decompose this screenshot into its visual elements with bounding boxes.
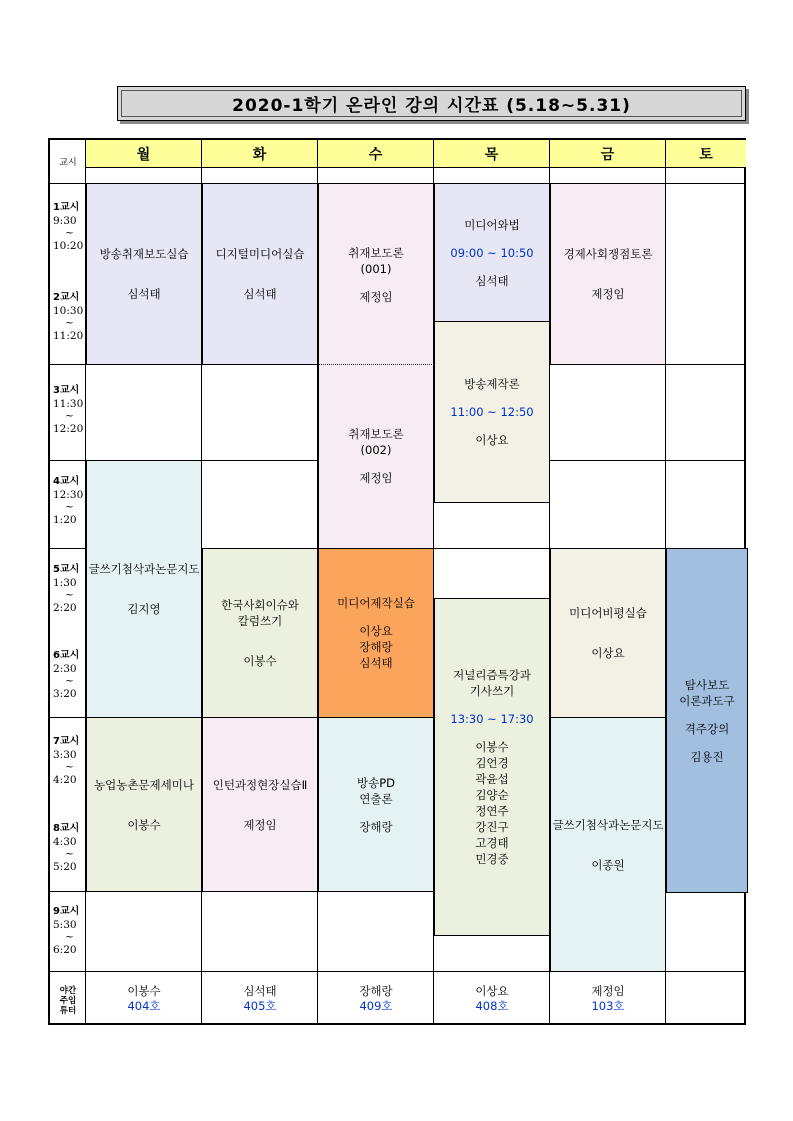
day-header-wed: 수: [318, 140, 433, 168]
period-end: 12:20: [53, 422, 84, 435]
course-name-2: 연출론: [359, 791, 393, 806]
tutor-name: 제정임: [591, 984, 625, 998]
tutor-room: 404호: [127, 999, 161, 1013]
course-block-tue-digital: [202, 183, 318, 365]
period-tilde: ~: [65, 675, 74, 687]
course-professor: 고경태: [475, 836, 509, 850]
period-name: 2교시: [53, 292, 80, 303]
course-professor: 제정임: [359, 471, 393, 485]
period-name: 8교시: [53, 823, 80, 834]
course-block-wed-media: [318, 548, 434, 718]
period-start: 12:30: [53, 488, 84, 501]
period-name: 4교시: [53, 476, 80, 487]
course-name: 미디어제작실습: [337, 596, 415, 610]
period-name: 1교시: [53, 202, 80, 213]
period-end: 5:20: [53, 860, 77, 873]
period-8: [50, 823, 86, 873]
course-block-tue-intern: [202, 717, 318, 892]
period-tilde: ~: [65, 410, 74, 422]
timetable-grid: [48, 138, 746, 1025]
period-start: 9:30: [53, 214, 77, 227]
course-professor: 제정임: [591, 287, 625, 301]
period-end: 3:20: [53, 687, 77, 700]
course-time: 13:30 ~ 17:30: [450, 712, 534, 726]
course-block-wed-report-001: [318, 183, 434, 365]
tutor-name: 이봉수: [127, 984, 161, 998]
period-tilde: ~: [65, 589, 74, 601]
period-end: 2:20: [53, 601, 77, 614]
course-name: 경제사회쟁점토론: [563, 247, 653, 261]
dotted-divider: [318, 364, 434, 365]
course-name-2: 칼럼쓰기: [237, 614, 283, 628]
period-end: 10:20: [53, 239, 84, 252]
course-professor: 심석태: [243, 287, 277, 301]
course-professor: 이상요: [359, 624, 393, 638]
period-tilde: ~: [65, 761, 74, 773]
course-professor: 김언경: [475, 756, 509, 770]
course-section: (001): [360, 261, 392, 276]
course-name: 글쓰기첨삭과논문지도: [88, 562, 200, 576]
course-professor: 장해랑: [359, 640, 393, 654]
course-professor: 김지영: [127, 602, 161, 616]
course-time: 11:00 ~ 12:50: [450, 405, 534, 419]
period-tilde: ~: [65, 317, 74, 329]
night-tutor-mon: [86, 984, 202, 1014]
course-professor: 이봉수: [127, 817, 161, 832]
period-start: 2:30: [53, 662, 77, 675]
tutor-name: 심석태: [243, 984, 277, 998]
tutor-name: 장해랑: [359, 984, 393, 998]
night-tutor-tue: [202, 984, 318, 1014]
course-name: 방송PD: [356, 775, 395, 790]
period-4: [50, 476, 86, 526]
course-professor: 심석태: [475, 273, 509, 288]
period-end: 4:20: [53, 773, 77, 786]
night-tutor-label: [50, 986, 86, 1016]
night-label-line: 튜터: [59, 1006, 77, 1016]
course-name-2: 이론과도구: [679, 693, 735, 708]
night-tutor-thu: [434, 984, 550, 1014]
period-start: 5:30: [53, 918, 77, 931]
period-end: 1:20: [53, 513, 77, 526]
tutor-room: 409호: [359, 999, 393, 1013]
course-block-thu-prod: [434, 321, 550, 503]
course-name: 방송취재보도실습: [99, 247, 189, 261]
day-header-tue: 화: [202, 140, 317, 168]
course-name: 한국사회이슈와: [221, 598, 299, 612]
course-professor: 이종원: [591, 857, 625, 872]
course-professor: 이상요: [591, 646, 625, 660]
period-name: 6교시: [53, 650, 80, 661]
night-label-line: 주임: [59, 996, 77, 1006]
title-box: [117, 86, 746, 121]
period-start: 4:30: [53, 835, 77, 848]
course-professor: 정연주: [475, 804, 509, 818]
grid-line: [86, 167, 744, 168]
course-professor: 김용진: [690, 749, 724, 764]
period-tilde: ~: [65, 848, 74, 860]
course-professor: 제정임: [243, 817, 277, 832]
period-name: 5교시: [53, 564, 80, 575]
period-2: [50, 292, 86, 342]
tutor-name: 이상요: [475, 984, 509, 998]
course-professor: 장해랑: [359, 819, 393, 834]
period-start: 3:30: [53, 748, 77, 761]
tutor-room: 408호: [475, 999, 509, 1013]
period-start: 10:30: [53, 304, 84, 317]
tutor-room: 103호: [591, 999, 625, 1013]
period-end: 6:20: [53, 943, 77, 956]
course-name: 탐사보도: [684, 677, 730, 692]
course-professor: 민경중: [475, 852, 509, 866]
course-block-thu-journalism: [434, 598, 550, 936]
course-block-fri-econ: [550, 183, 666, 365]
course-block-thu-law: [434, 183, 550, 322]
day-header-sat: 토: [666, 140, 746, 168]
course-professor: 이봉수: [475, 740, 509, 754]
tutor-room: 405호: [243, 999, 277, 1013]
course-block-tue-korea: [202, 548, 318, 718]
course-professor: 제정임: [359, 289, 393, 304]
period-9: [50, 906, 86, 956]
period-7: [50, 736, 86, 786]
night-tutor-wed: [318, 984, 434, 1014]
course-block-fri-writing: [550, 717, 666, 972]
course-name: 글쓰기첨삭과논문지도: [552, 817, 664, 832]
period-start: 11:30: [53, 397, 84, 410]
night-label-line: 야간: [59, 986, 77, 996]
period-name: 7교시: [53, 736, 80, 747]
period-5: [50, 564, 86, 614]
period-tilde: ~: [65, 931, 74, 943]
course-name: 취재보도론: [348, 427, 404, 441]
period-name: 3교시: [53, 385, 80, 396]
course-name: 농업농촌문제세미나: [94, 777, 194, 792]
course-note: 격주강의: [684, 721, 730, 736]
course-name: 저널리즘특강과: [453, 668, 531, 682]
corner-label: 교시: [59, 158, 77, 168]
page-title: 2020-1학기 온라인 강의 시간표 (5.18~5.31): [232, 96, 631, 116]
course-name: 디지털미디어실습: [215, 247, 305, 261]
course-professor: 이봉수: [243, 654, 277, 668]
course-professor: 강진구: [475, 820, 509, 834]
day-header-fri: 금: [550, 140, 665, 168]
period-start: 1:30: [53, 576, 77, 589]
course-block-mon-broadcast: [86, 183, 202, 365]
course-professor: 김양순: [475, 788, 509, 802]
course-section: (002): [360, 443, 392, 457]
course-time: 09:00 ~ 10:50: [450, 245, 534, 260]
course-name: 미디어비평실습: [569, 606, 647, 620]
course-name: 인턴과정현장실습Ⅱ: [212, 777, 308, 792]
course-name: 방송제작론: [464, 377, 520, 391]
period-end: 11:20: [53, 329, 84, 342]
course-block-mon-agri: [86, 717, 202, 892]
period-3: [50, 385, 86, 435]
course-professor: 심석태: [127, 287, 161, 301]
period-6: [50, 650, 86, 700]
course-block-fri-critique: [550, 548, 666, 718]
course-name: 취재보도론: [348, 245, 404, 260]
course-name-2: 기사쓰기: [469, 684, 515, 698]
period-name: 9교시: [53, 906, 80, 917]
night-tutor-fri: [550, 984, 666, 1014]
course-name: 미디어와법: [464, 217, 520, 232]
course-professor: 곽윤섭: [475, 772, 509, 786]
course-block-mon-writing: [86, 460, 202, 718]
period-tilde: ~: [65, 227, 74, 239]
course-professor: 심석태: [359, 656, 393, 670]
course-block-wed-report-002: [318, 364, 434, 549]
course-block-sat-investigative: [666, 548, 748, 893]
day-header-thu: 목: [434, 140, 549, 168]
course-professor: 이상요: [475, 433, 509, 447]
period-tilde: ~: [65, 501, 74, 513]
period-1: [50, 202, 86, 252]
course-block-wed-pd: [318, 717, 434, 892]
day-header-mon: 월: [86, 140, 201, 168]
